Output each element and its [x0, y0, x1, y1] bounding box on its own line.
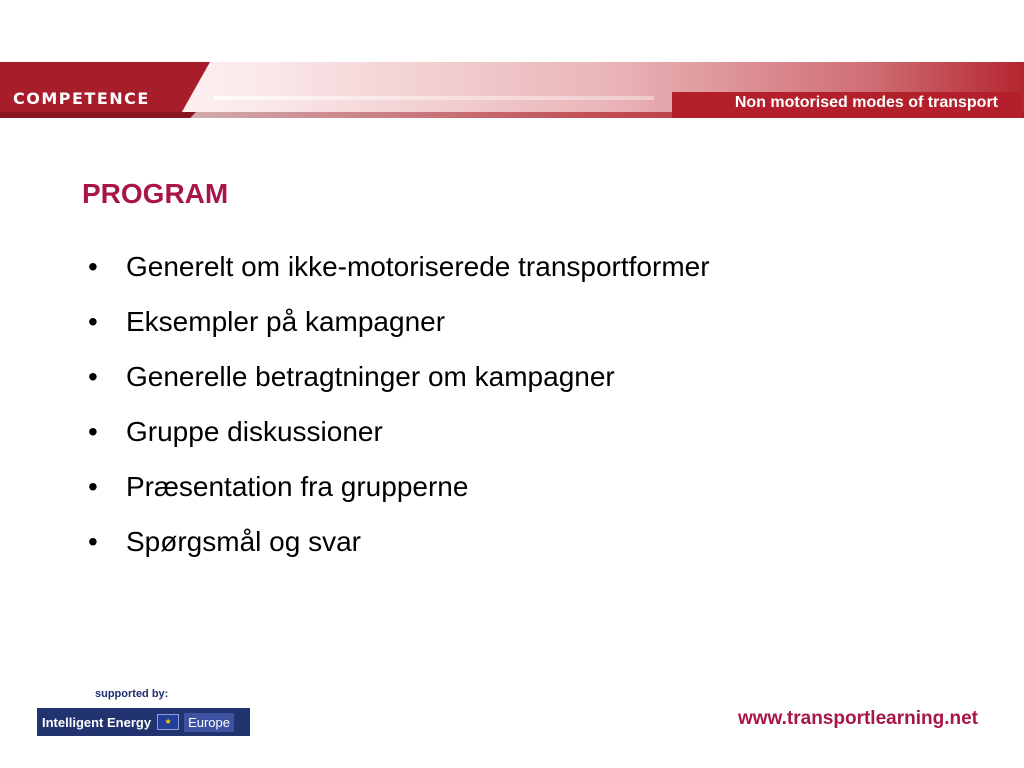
bullet-text: Generelle betragtninger om kampagner — [126, 361, 615, 392]
header-banner — [0, 62, 1024, 118]
bullet-list — [88, 248, 710, 578]
subject-title: Non motorised modes of transport — [734, 94, 998, 111]
eu-flag-icon: ★ — [157, 714, 179, 730]
bullet-item — [88, 303, 710, 358]
programme-name: Intelligent Energy — [42, 714, 152, 730]
bullet-text: Eksempler på kampagner — [126, 306, 446, 337]
bullet-item — [88, 523, 710, 578]
website-url[interactable]: www.transportlearning.net — [738, 708, 978, 729]
slide-title: PROGRAM — [82, 178, 229, 209]
intelligent-energy-logo — [37, 708, 250, 736]
programme-region: Europe — [184, 713, 234, 732]
bullet-item — [88, 248, 710, 303]
bullet-icon: • — [88, 526, 98, 557]
bullet-item — [88, 413, 710, 468]
bullet-text: Gruppe diskussioner — [126, 416, 383, 447]
bullet-item — [88, 468, 710, 523]
bullet-text: Præsentation fra grupperne — [126, 471, 469, 502]
bullet-icon: • — [88, 416, 98, 447]
bullet-icon: • — [88, 251, 98, 282]
logo-stripe — [214, 96, 654, 100]
logo-text: COMPETENCE — [13, 89, 150, 108]
bullet-icon: • — [88, 471, 98, 502]
bullet-icon: • — [88, 306, 98, 337]
bullet-text: Generelt om ikke-motoriserede transportformer — [126, 251, 710, 282]
bullet-text: Spørgsmål og svar — [126, 526, 361, 557]
supported-by-label: supported by: — [95, 688, 169, 700]
bullet-item — [88, 358, 710, 413]
logo-shade — [0, 112, 196, 118]
bullet-icon: • — [88, 361, 98, 392]
